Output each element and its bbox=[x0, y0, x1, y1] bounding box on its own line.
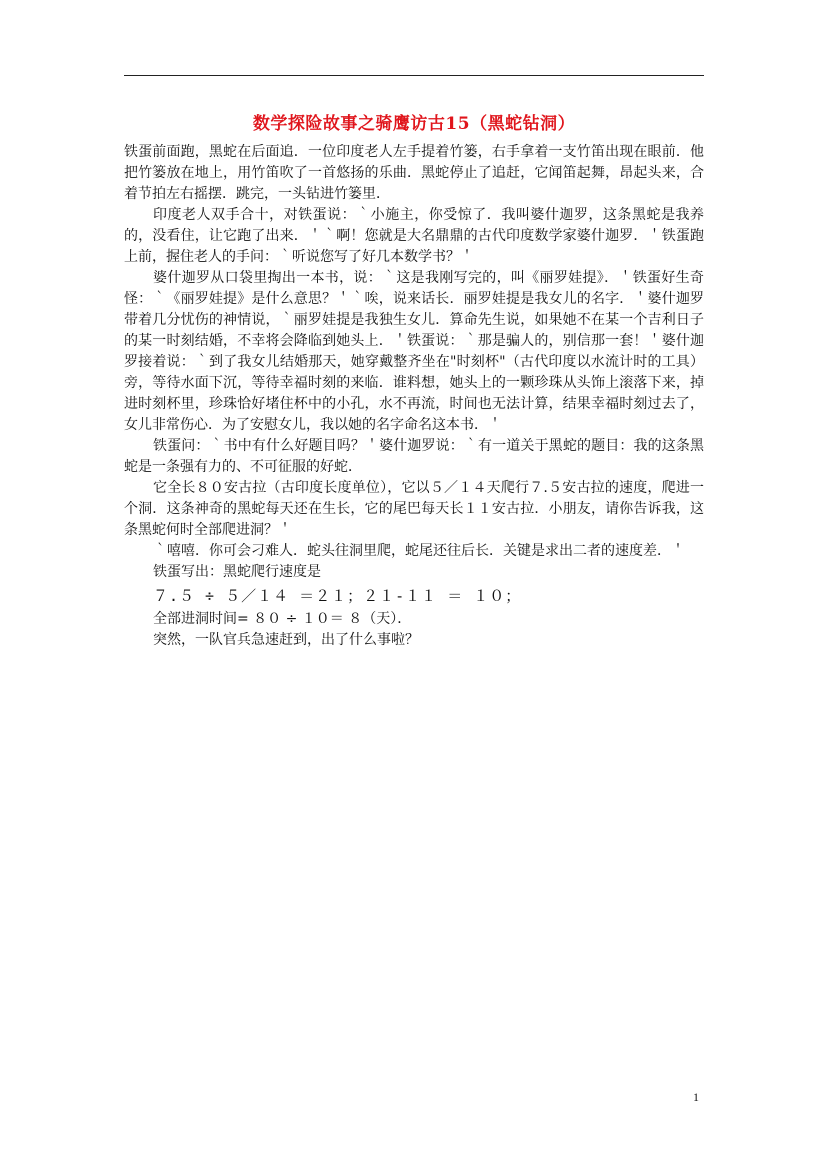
math-line: ７.５ ÷ ５／１４ ＝２１；２１-１１ ＝ １０； bbox=[153, 587, 522, 605]
paragraph-4: 铁蛋问：｀书中有什么好题目吗？＇婆什迦罗说：｀有一道关于黑蛇的题目：我的这条黑蛇是一条强有力的、不可征服的好蛇． bbox=[124, 438, 704, 475]
paragraph-6: ｀嘻嘻．你可会刁难人．蛇头往洞里爬，蛇尾还往后长．关键是求出二者的速度差．＇ bbox=[153, 543, 685, 559]
document-body bbox=[124, 142, 704, 651]
paragraph-5: 它全长８０安古拉（古印度长度单位），它以５／１４天爬行７.５安古拉的速度，爬进一个洞．这条神奇的黑蛇每天还在生长，它的尾巴每天长１１安古拉．小朋友，请你告诉我，这条黑蛇何时全部爬进洞？＇ bbox=[124, 480, 704, 538]
header-rule bbox=[124, 75, 704, 76]
page-title: 数学探险故事之骑鹰访古15（黑蛇钻洞） bbox=[252, 114, 576, 134]
paragraph-3: 婆什迦罗从口袋里掏出一本书，说：｀这是我刚写完的，叫《丽罗娃提》．＇铁蛋好生奇怪：｀《丽罗娃提》是什么意思？＇｀唉，说来话长．丽罗娃提是我女儿的名字．＇婆什迦罗带着几分忧伤的神情说，｀丽罗娃提是我独生女儿．算命先生说，如果她不在某一个吉利日子的某一时刻结婚，不幸将会降临到她头上．＇铁蛋说：｀那是骗人的，别信那一套！＇婆什迦罗接着说：｀到了我女儿结婚那天，她穿戴整齐坐在"时刻杯"（古代印度以水流计时的工具）旁，等待水面下沉，等待幸福时刻的来临．谁料想，她头上的一颗珍珠从头饰上滚落下来，掉进时刻杯里，珍珠恰好堵住杯中的小孔，水不再流，时间也无法计算，结果幸福时刻过去了，女儿非常伤心．为了安慰女儿，我以她的名字命名这本书．＇ bbox=[124, 270, 704, 433]
paragraph-1: 铁蛋前面跑，黑蛇在后面追．一位印度老人左手提着竹篓，右手拿着一支竹笛出现在眼前．他把竹篓放在地上，用竹笛吹了一首悠扬的乐曲．黑蛇停止了追赶，它闻笛起舞，昂起头来，合着节拍左右摇摆．跳完，一头钻进竹篓里． bbox=[124, 144, 704, 202]
paragraph-2: 印度老人双手合十，对铁蛋说：｀小施主，你受惊了．我叫婆什迦罗，这条黑蛇是我养的，没看住，让它跑了出来．＇｀啊！您就是大名鼎鼎的古代印度数学家婆什迦罗．＇铁蛋跑上前，握住老人的手问：｀听说您写了好几本数学书？＇ bbox=[124, 207, 704, 265]
closing-line-2: 突然，一队官兵急速赶到，出了什么事啦？ bbox=[153, 632, 419, 648]
paragraph-7: 铁蛋写出：黑蛇爬行速度是 bbox=[153, 564, 321, 580]
page-number: 1 bbox=[693, 1090, 699, 1104]
closing-line-1: 全部进洞时间= ８０ ÷ １０＝ ８（天）． bbox=[153, 611, 412, 627]
